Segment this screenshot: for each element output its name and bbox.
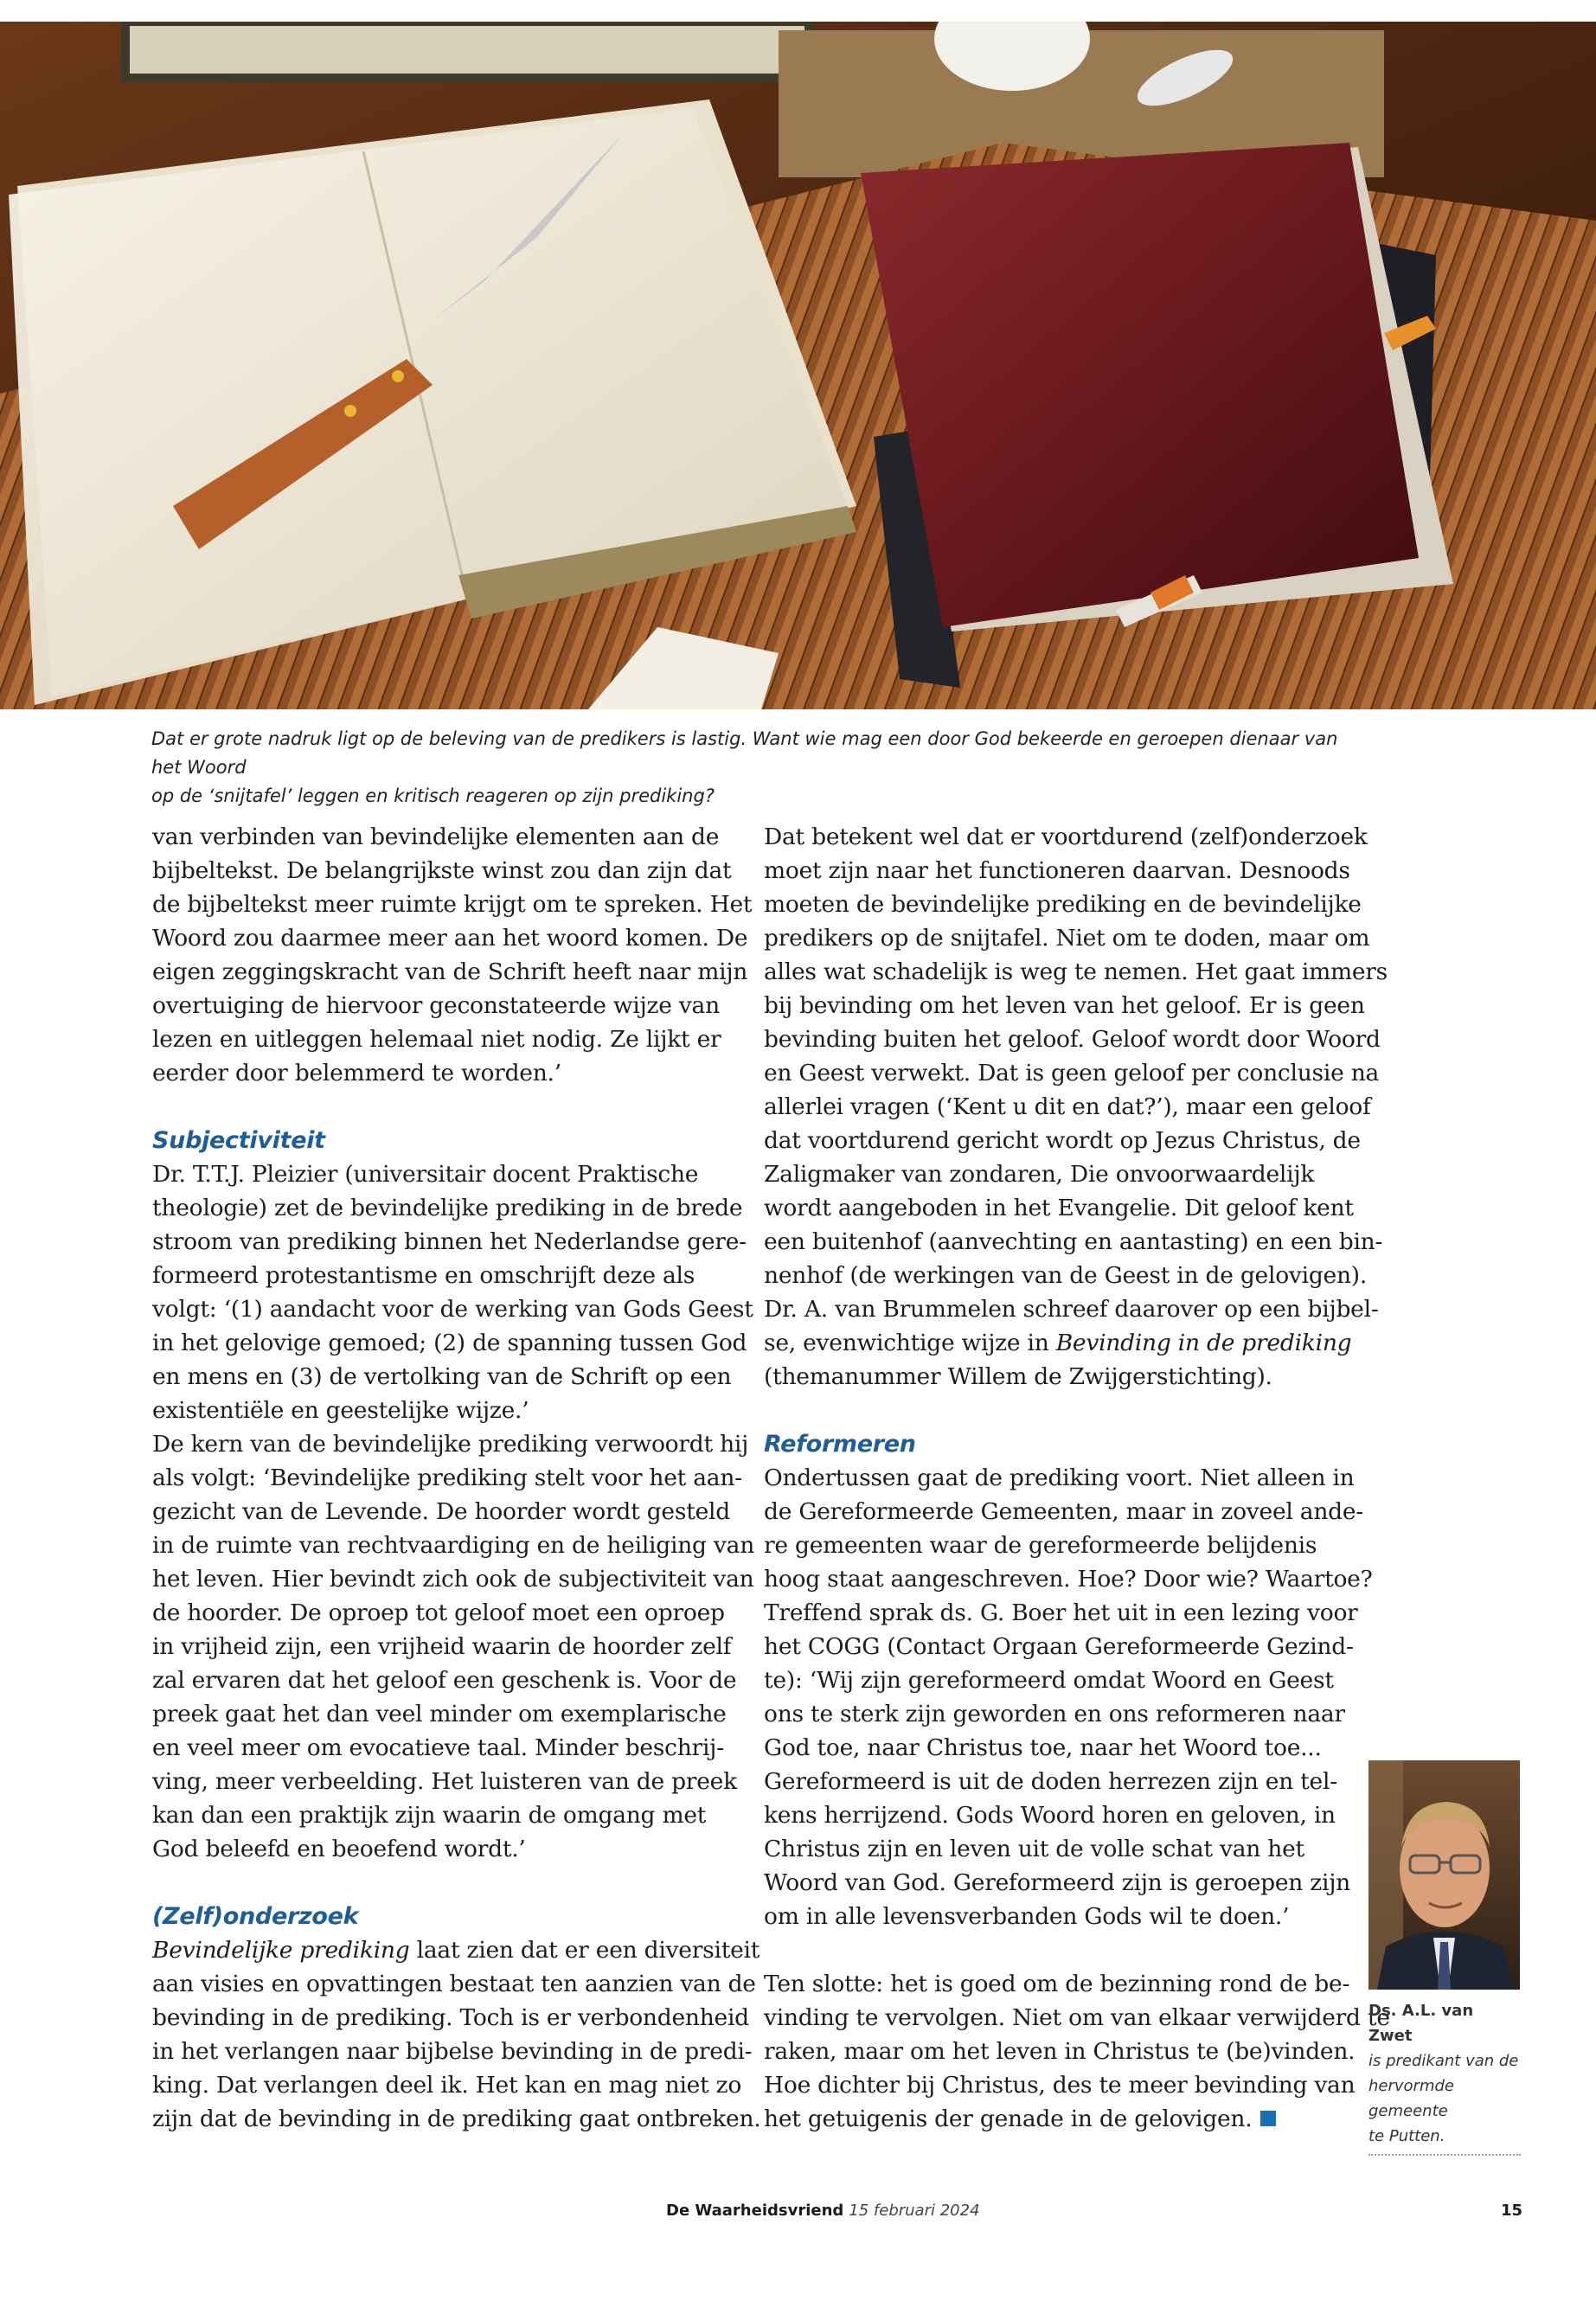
dotted-divider [1368,2154,1521,2156]
book-title: Bevindelijke prediking [152,1937,410,1964]
text-line: lezen en uitleggen helemaal niet nodig. Ze lijkt er [152,1026,721,1053]
text-line: raken, maar om het leven in Christus te (be)vinden. [764,2038,1356,2065]
text-line: de hoorder. De oproep tot geloof moet een oproep [152,1599,725,1626]
text-line: bijbeltekst. De belangrijkste winst zou dan zijn dat [152,857,732,884]
author-info [1368,1998,1521,2156]
text-line: Hoe dichter bij Christus, des te meer bevinding van [764,2072,1356,2099]
text-line: de bijbeltekst meer ruimte krijgt om te spreken. Het [152,891,753,918]
text-line: (themanummer Willem de Zwijgerstichting). [764,1363,1272,1390]
text-line: van verbinden van bevindelijke elementen aan de [152,824,720,850]
text-line: het COGG (Contact Orgaan Gereformeerde Gezind- [764,1633,1354,1660]
text-line: te): ‘Wij zijn gereformeerd omdat Woord en Geest [764,1667,1334,1694]
text-line: Ten slotte: het is goed om de bezinning rond de be- [764,1971,1350,1997]
text-line: Christus zijn en leven uit de volle schat van het [764,1836,1304,1862]
text-line: om in alle levensverbanden Gods wil te doen.’ [764,1903,1290,1930]
text-line: stroom van prediking binnen het Nederlandse gere- [152,1228,747,1255]
paragraph [764,1461,1373,1933]
text-line: Zaligmaker van zondaren, Die onvoorwaardelijk [764,1161,1315,1188]
section-heading-subjectiviteit: Subjectiviteit [152,1127,325,1154]
text-line: in vrijheid zijn, een vrijheid waarin de hoorder zelf [152,1633,732,1660]
text-line: wordt aangeboden in het Evangelie. Dit geloof kent [764,1195,1354,1221]
photo-caption [151,725,1362,811]
author-description-line: te Putten. [1368,2127,1445,2145]
caption-line: op de ‘snijtafel’ leggen en kritisch reageren op zijn prediking? [151,785,715,806]
text-line: alles wat schadelijk is weg te nemen. Het gaat immers [764,958,1388,985]
text-line [764,2102,1361,2136]
author-name: Ds. A.L. van Zwet [1368,2002,1474,2045]
text-line: Dat betekent wel dat er voortdurend (zelf)onderzoek [764,824,1368,850]
text-line: ving, meer verbeelding. Het luisteren van de preek [152,1768,737,1795]
text-line: overtuiging de hiervoor geconstateerde wijze van [152,992,720,1019]
text-line: bevinding buiten het geloof. Geloof wordt door Woord [764,1026,1381,1053]
caption-line: Dat er grote nadruk ligt op de beleving van de predikers is lastig. Want wie mag een door God bekeerde en geroepen dienaar van het Woord [151,728,1338,778]
text-line: existentiële en geestelijke wijze.’ [152,1397,529,1424]
text-line: in het verlangen naar bijbelse bevinding in de predi- [152,2038,753,2065]
text-line: God beleefd en beoefend wordt.’ [152,1836,526,1862]
text-line: zal ervaren dat het geloof een geschenk is. Voor de [152,1667,737,1694]
author-description-line: hervormde gemeente [1368,2077,1454,2120]
text-line: moeten de bevindelijke prediking en de bevindelijke [764,891,1362,918]
magazine-name: De Waarheidsvriend [666,2202,844,2220]
paragraph [152,1157,753,1427]
text-line [764,1326,1361,1360]
text-line: eigen zeggingskracht van de Schrift heeft naar mijn [152,958,748,985]
text-line: Woord zou daarmee meer aan het woord komen. De [152,925,748,952]
paragraph [152,1933,761,2136]
text-line: de Gereformeerde Gemeenten, maar in zoveel ande- [764,1498,1363,1525]
text-line: en Geest verwekt. Dat is geen geloof per conclusie na [764,1060,1380,1086]
text-line: moet zijn naar het functioneren daarvan. Desnoods [764,857,1350,884]
footer-publication [666,2202,980,2220]
text-line: preek gaat het dan veel minder om exemplarische [152,1701,727,1727]
text-line: zijn dat de bevinding in de prediking gaat ontbreken. [152,2106,761,2132]
text-line: God toe, naar Christus toe, naar het Woord toe... [764,1734,1322,1761]
text-line: re gemeenten waar de gereformeerde belijdenis [764,1532,1317,1559]
text-line: bij bevinding om het leven van het geloof. Er is geen [764,992,1365,1019]
text-line: en veel meer om evocatieve taal. Minder beschrij- [152,1734,724,1761]
text-line: hoog staat aangeschreven. Hoe? Door wie? Waartoe? [764,1566,1373,1593]
text-line: bevinding in de prediking. Toch is er verbondenheid [152,2004,749,2031]
text-line: Ondertussen gaat de prediking voort. Niet alleen in [764,1465,1355,1491]
text-line: het leven. Hier bevindt zich ook de subjectiviteit van [152,1566,754,1593]
text-line: Woord van God. Gereformeerd zijn is geroepen zijn [764,1869,1350,1896]
text-line: Treffend sprak ds. G. Boer het uit in een lezing voor [764,1599,1358,1626]
text-fragment: het getuigenis der genade in de gelovigen. [764,2106,1253,2132]
text-line: in het gelovige gemoed; (2) de spanning tussen God [152,1330,747,1356]
issue-date: 15 februari 2024 [849,2202,980,2220]
paragraph [152,1427,755,1866]
section-heading-zelfonderzoek: (Zelf)onderzoek [152,1903,359,1930]
section-heading-reformeren: Reformeren [764,1431,916,1458]
text-line [152,1933,760,1967]
text-line: en mens en (3) de vertolking van de Schrift op een [152,1363,732,1390]
end-of-article-square-icon [1260,2111,1276,2126]
text-fragment: se, evenwichtige wijze in [764,1330,1056,1356]
paragraph [152,820,753,1090]
text-line: theologie) zet de bevindelijke prediking in de brede [152,1195,743,1221]
text-line: aan visies en opvattingen bestaat ten aanzien van de [152,1971,756,1997]
text-line: ons te sterk zijn geworden en ons reformeren naar [764,1701,1345,1727]
header-photo [0,22,1596,709]
paragraph [764,820,1388,1394]
text-fragment: laat zien dat er een diversiteit [409,1937,760,1964]
text-line: allerlei vragen (‘Kent u dit en dat?’), maar een geloof [764,1093,1371,1120]
text-line: vinding te vervolgen. Niet om van elkaar verwijderd te [764,2004,1390,2031]
text-line: Gereformeerd is uit de doden herrezen zijn en tel- [764,1768,1337,1795]
author-description-line: is predikant van de [1368,2052,1519,2070]
text-line: predikers op de snijtafel. Niet om te doden, maar om [764,925,1370,952]
paragraph [764,1967,1390,2136]
right-column [764,820,1390,2136]
text-line: in de ruimte van rechtvaardiging en de heiliging van [152,1532,755,1559]
text-line: kens herrijzend. Gods Woord horen en geloven, in [764,1802,1336,1829]
text-line: Dr. T.T.J. Pleizier (universitair docent Praktische [152,1161,699,1188]
text-line: een buitenhof (aanvechting en aantasting) en een bin- [764,1228,1383,1255]
text-line: eerder door belemmerd te worden.’ [152,1060,561,1086]
left-column [152,820,761,2136]
text-line: kan dan een praktijk zijn waarin de omgang met [152,1802,707,1829]
text-line: king. Dat verlangen deel ik. Het kan en mag niet zo [152,2072,742,2099]
text-line: als volgt: ‘Bevindelijke prediking stelt voor het aan- [152,1465,742,1491]
text-line: De kern van de bevindelijke prediking verwoordt hij [152,1431,749,1458]
text-line: nenhof (de werkingen van de Geest in de gelovigen). [764,1262,1368,1289]
text-line: Dr. A. van Brummelen schreef daarover op een bijbel- [764,1296,1379,1323]
text-line: dat voortdurend gericht wordt op Jezus Christus, de [764,1127,1361,1154]
author-portrait-icon [1368,1760,1520,1990]
page-number: 15 [1501,2202,1523,2220]
text-line: gezicht van de Levende. De hoorder wordt gesteld [152,1498,730,1525]
author-portrait [1368,1760,1520,1990]
text-line: formeerd protestantisme en omschrijft deze als [152,1262,695,1289]
book-title: Bevinding in de prediking [1055,1330,1352,1356]
books-and-knife-photo [0,22,1596,709]
text-line: volgt: ‘(1) aandacht voor de werking van Gods Geest [152,1296,753,1323]
